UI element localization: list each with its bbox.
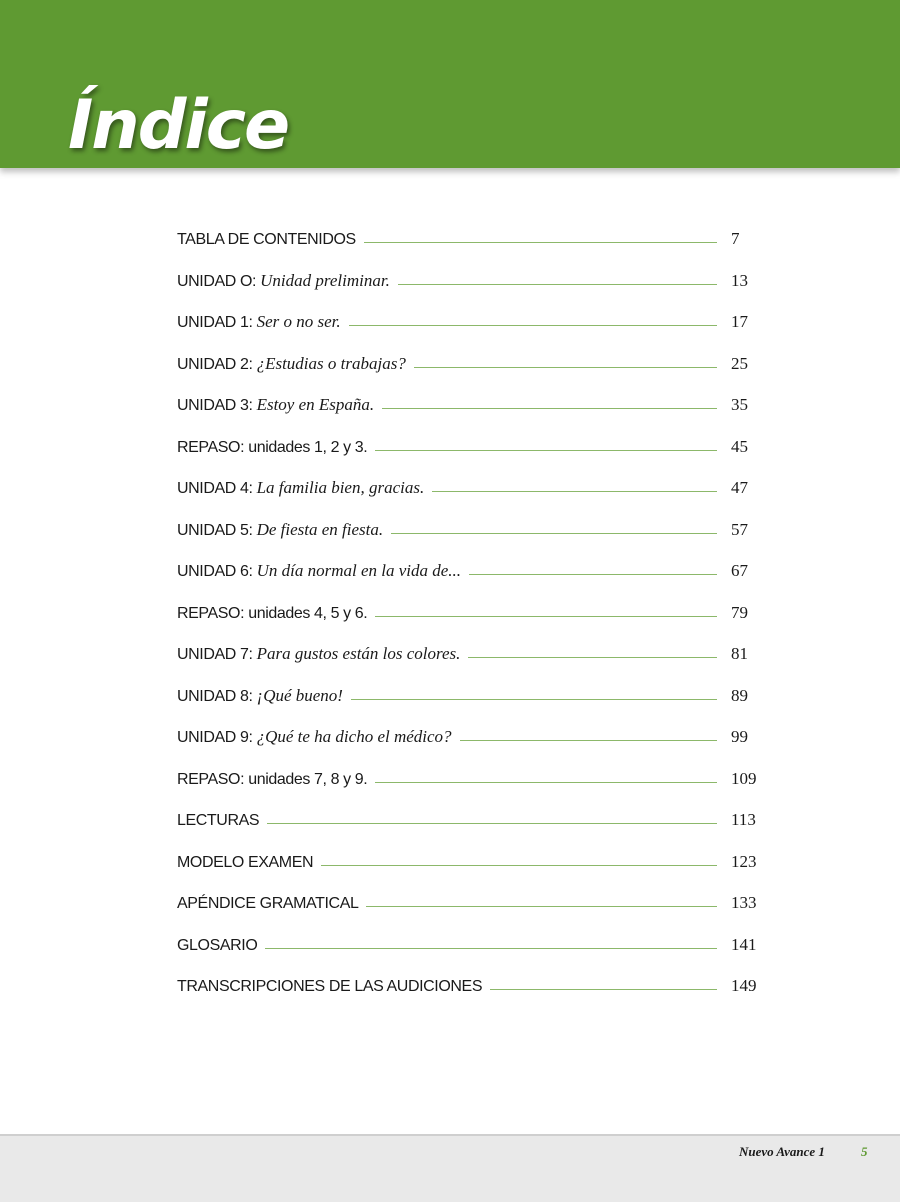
toc-entry[interactable]: [177, 509, 773, 551]
toc-entry[interactable]: [177, 924, 773, 966]
toc-entry-subtitle: Unidad preliminar.: [260, 270, 390, 290]
toc-entry[interactable]: [177, 260, 773, 302]
toc-entry-subtitle: Estoy en España.: [256, 395, 375, 414]
toc-entry-label: APÉNDICE GRAMATICAL: [177, 895, 359, 912]
toc-entry-subtitle: ¡Qué bueno!: [256, 685, 343, 705]
toc-entry-label: UNIDAD 1: Ser o no ser.: [177, 312, 341, 331]
toc-page-number: 141: [731, 934, 757, 954]
page-title: Índice: [68, 86, 289, 165]
toc-entry-subtitle: ¿Estudias o trabajas?: [256, 353, 406, 373]
toc-entry-label: UNIDAD 2: ¿Estudias o trabajas?: [177, 353, 406, 373]
toc-entry-label: UNIDAD O: Unidad preliminar.: [177, 270, 390, 290]
dot-leader: [469, 574, 717, 575]
toc-page-number: 133: [731, 893, 757, 912]
dot-leader: [398, 284, 717, 285]
toc-page-number: 35: [731, 395, 748, 414]
toc-entry[interactable]: [177, 716, 773, 758]
toc-page-number: 89: [731, 685, 748, 705]
toc-page-number: 123: [731, 851, 757, 871]
toc-entry-label: TRANSCRIPCIONES DE LAS AUDICIONES: [177, 978, 483, 995]
toc-page-number: 7: [731, 229, 740, 248]
toc-entry-label: UNIDAD 9: ¿Qué te ha dicho el médico?: [177, 727, 452, 746]
toc-entry-label: UNIDAD 8: ¡Qué bueno!: [177, 685, 343, 705]
toc-entry-label: GLOSARIO: [177, 936, 258, 954]
dot-leader: [490, 989, 717, 990]
toc-entry[interactable]: [177, 550, 773, 592]
dot-leader: [468, 657, 717, 658]
dot-leader: [375, 450, 717, 451]
toc-page-number: 17: [731, 312, 748, 331]
toc-entry[interactable]: [177, 592, 773, 634]
toc-entry-subtitle: La familia bien, gracias.: [256, 478, 425, 497]
dot-leader: [375, 782, 717, 783]
toc-page-number: 25: [731, 353, 748, 373]
toc-entry[interactable]: [177, 965, 773, 1007]
toc-entry[interactable]: [177, 841, 773, 883]
toc-entry[interactable]: [177, 633, 773, 675]
toc-entry[interactable]: [177, 799, 773, 841]
toc-entry[interactable]: [177, 218, 773, 260]
toc-entry-subtitle: De fiesta en fiesta.: [256, 519, 384, 539]
toc-page-number: 109: [731, 768, 757, 788]
dot-leader: [460, 740, 717, 741]
footer-book-title: Nuevo Avance 1: [739, 1144, 825, 1159]
toc-entry-label: UNIDAD 4: La familia bien, gracias.: [177, 478, 425, 497]
toc-entry[interactable]: [177, 384, 773, 426]
toc-entry-label: UNIDAD 7: Para gustos están los colores.: [177, 644, 461, 663]
dot-leader: [364, 242, 717, 243]
toc-entry[interactable]: [177, 882, 773, 924]
toc-entry-label: REPASO: unidades 4, 5 y 6.: [177, 604, 368, 622]
toc-entry-label: LECTURAS: [177, 812, 260, 829]
toc-entry[interactable]: [177, 758, 773, 800]
toc-entry-subtitle: Para gustos están los colores.: [256, 644, 461, 663]
toc-page-number: 113: [731, 810, 756, 829]
toc-entry-subtitle: ¿Qué te ha dicho el médico?: [256, 727, 452, 746]
toc-entry-subtitle: Un día normal en la vida de...: [256, 561, 462, 580]
footer-page-number: 5: [861, 1144, 868, 1159]
table-of-contents: [177, 218, 773, 1007]
toc-entry-label: UNIDAD 3: Estoy en España.: [177, 395, 375, 414]
toc-entry-subtitle: Ser o no ser.: [256, 312, 341, 331]
toc-page-number: 149: [731, 976, 757, 995]
toc-entry[interactable]: [177, 426, 773, 468]
toc-entry[interactable]: [177, 343, 773, 385]
dot-leader: [382, 408, 717, 409]
toc-page-number: 81: [731, 644, 748, 663]
toc-entry[interactable]: [177, 675, 773, 717]
toc-entry-label: REPASO: unidades 1, 2 y 3.: [177, 438, 368, 456]
dot-leader: [321, 865, 717, 866]
dot-leader: [265, 948, 717, 949]
toc-entry-label: REPASO: unidades 7, 8 y 9.: [177, 770, 368, 788]
dot-leader: [391, 533, 717, 534]
toc-page-number: 47: [731, 478, 748, 497]
toc-page-number: 57: [731, 519, 748, 539]
dot-leader: [366, 906, 717, 907]
toc-page-number: 45: [731, 436, 748, 456]
toc-entry-label: UNIDAD 5: De fiesta en fiesta.: [177, 519, 384, 539]
toc-page-number: 67: [731, 561, 748, 580]
dot-leader: [351, 699, 717, 700]
toc-page-number: 13: [731, 270, 748, 290]
dot-leader: [375, 616, 717, 617]
toc-entry-label: TABLA DE CONTENIDOS: [177, 231, 356, 248]
dot-leader: [267, 823, 717, 824]
toc-entry-label: MODELO EXAMEN: [177, 853, 314, 871]
dot-leader: [432, 491, 717, 492]
dot-leader: [349, 325, 717, 326]
toc-entry[interactable]: [177, 301, 773, 343]
dot-leader: [414, 367, 717, 368]
toc-page-number: 79: [731, 602, 748, 622]
toc-entry-label: UNIDAD 6: Un día normal en la vida de...: [177, 561, 462, 580]
toc-page-number: 99: [731, 727, 748, 746]
toc-entry[interactable]: [177, 467, 773, 509]
